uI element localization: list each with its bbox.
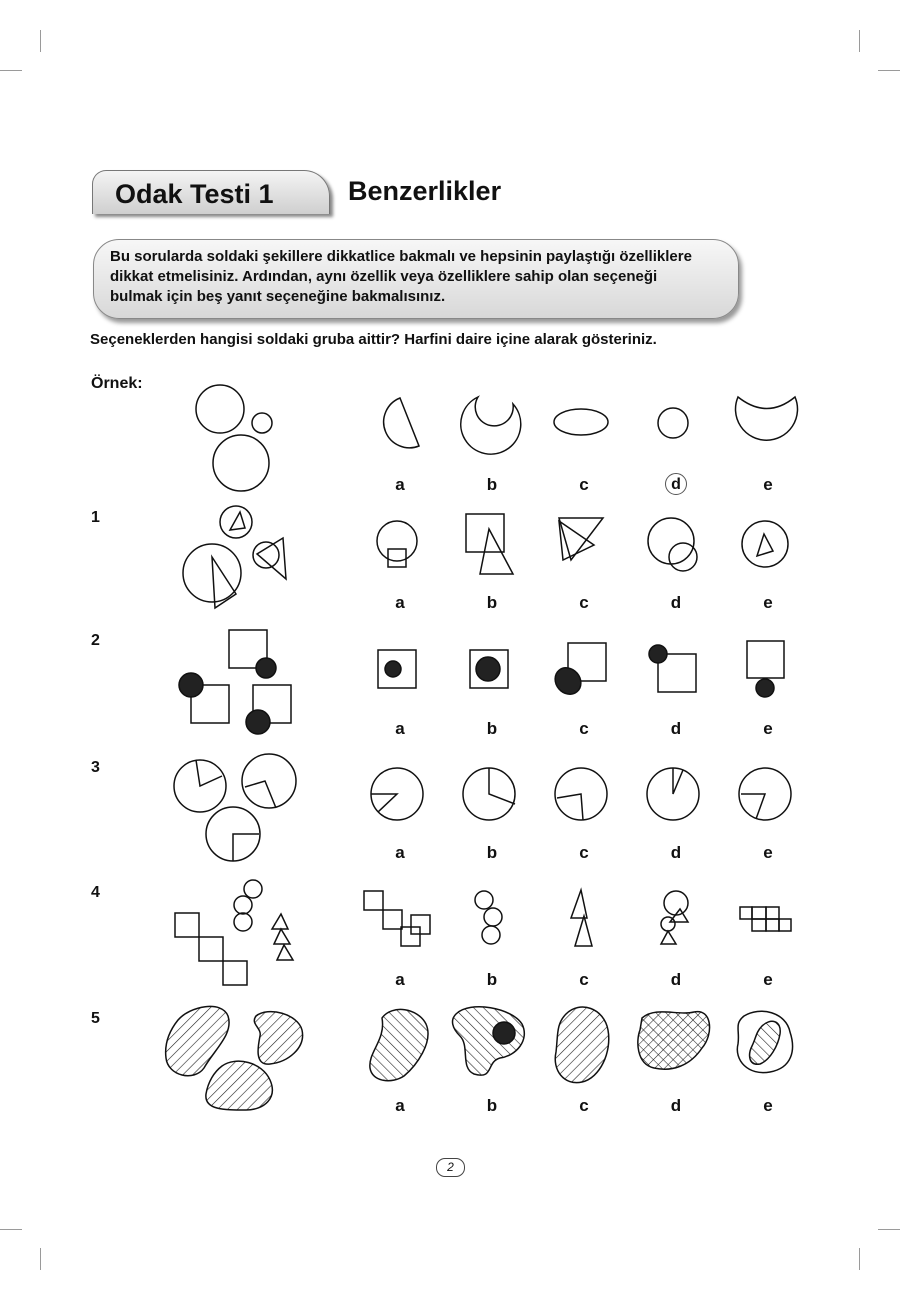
row4-group [175,880,293,985]
row2-option-c [550,643,606,699]
option-b[interactable]: b [486,1096,498,1115]
option-a[interactable]: a [395,475,405,494]
option-e[interactable]: e [763,475,773,494]
option-c[interactable]: c [579,970,589,989]
row1-option-e [742,521,788,567]
section-title: Benzerlikler [348,176,502,206]
row4-option-a [364,891,430,946]
option-d[interactable]: d [670,593,682,612]
example-group [196,385,272,491]
example-option-d [658,408,688,438]
option-a[interactable]: a [395,593,405,612]
question-text: Seçeneklerden hangisi soldaki gruba aittir? Harfini daire içine alarak gösteriniz. [90,331,657,348]
row3-option-d [647,768,699,820]
row1-option-b [466,514,513,574]
option-a[interactable]: a [395,1096,405,1115]
row5-option-c [555,1007,609,1083]
page-number: 2 [436,1158,465,1177]
row5-group [166,1006,303,1110]
option-c[interactable]: c [579,843,589,862]
option-b[interactable]: b [486,843,498,862]
row1-group [183,506,286,608]
row1-option-c [559,518,603,560]
row-label-example: Örnek: [91,375,143,392]
option-d[interactable]: d [670,719,682,738]
row4-option-c [571,890,592,946]
option-e[interactable]: e [763,719,773,738]
test-label: Odak Testi 1 [115,179,274,209]
row5-option-d [638,1012,710,1070]
instructions-line: dikkat etmelisiniz. Ardından, aynı özellik veya özelliklere sahip olan seçeneği [110,268,658,285]
option-d[interactable]: d [670,843,682,862]
option-b[interactable]: b [486,719,498,738]
option-a[interactable]: a [395,843,405,862]
row2-option-e [747,641,784,697]
row-label-5: 5 [91,1010,100,1027]
row2-option-d [649,645,696,692]
option-e[interactable]: e [763,970,773,989]
row4-option-b [475,891,502,944]
row3-option-e [739,768,791,820]
option-e[interactable]: e [763,1096,773,1115]
option-d[interactable]: d [670,1096,682,1115]
row1-option-a [377,521,417,567]
example-option-a [384,398,419,448]
row3-option-c [555,768,607,820]
row2-option-a [378,650,416,688]
row-label-4: 4 [91,884,100,901]
row5-option-e [737,1011,792,1072]
option-b[interactable]: b [486,475,498,494]
row1-option-d [648,518,697,571]
row3-group [174,754,296,861]
example-option-b [461,397,521,454]
option-e[interactable]: e [763,843,773,862]
row-label-3: 3 [91,759,100,776]
instructions-line: bulmak için beş yanıt seçeneğine bakmalısınız. [110,288,446,305]
row-label-2: 2 [91,632,100,649]
row3-option-b [463,768,515,820]
option-c[interactable]: c [579,475,589,494]
row5-option-b [453,1007,525,1075]
row-label-1: 1 [91,509,100,526]
option-b[interactable]: b [486,970,498,989]
option-b[interactable]: b [486,593,498,612]
example-option-c [554,409,608,435]
option-d[interactable]: d [670,970,682,989]
example-option-e [736,397,798,440]
option-c[interactable]: c [579,719,589,738]
circled-answer: d [665,473,687,495]
option-c[interactable]: c [579,593,589,612]
row4-option-d [661,891,688,944]
row2-option-b [470,650,508,688]
option-c[interactable]: c [579,1096,589,1115]
instructions-line: Bu sorularda soldaki şekillere dikkatlice bakmalı ve hepsinin paylaştığı özelliklere [110,248,692,265]
option-a[interactable]: a [395,719,405,738]
row4-option-e [740,907,791,931]
row2-group [179,630,291,734]
option-e[interactable]: e [763,593,773,612]
row3-option-a [371,768,423,820]
row5-option-a [370,1009,428,1080]
option-a[interactable]: a [395,970,405,989]
